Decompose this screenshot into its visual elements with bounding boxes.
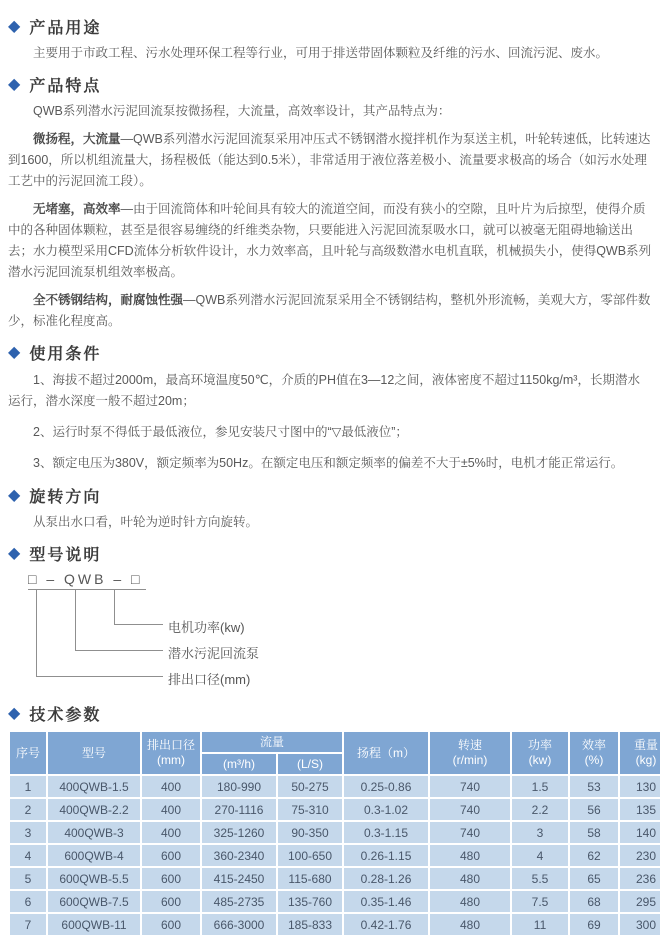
section-head-features — [8, 73, 652, 96]
feature-rest: —由于回流筒体和叶轮间具有较大的流道空间，而没有狭小的空隙，且叶片为后掠型，使得介质中的各种固体颗粒，甚至是很容易缠绕的纤维类杂物，只要能进入污泥回流泵吸水口，就可以被毫无阻碍地输送出去；水力模型采用CFD流体分析软件设计，水力效率高，且叶轮与高级数潜水电机直联，机械损失小，使得QWB系列潜水污泥回流泵机组效率极高。 — [8, 202, 652, 279]
col-header-efficiency — [570, 732, 618, 774]
table-cell: 0.25-0.86 — [344, 776, 428, 797]
col-header-speed-unit: (r/min) — [452, 753, 488, 767]
section-head-conditions — [8, 341, 652, 364]
table-row — [10, 891, 660, 912]
col-header-head: 扬程（m） — [344, 732, 428, 774]
table-row — [10, 776, 660, 797]
diamond-icon: ◆ — [8, 343, 21, 361]
table-cell: 325-1260 — [202, 822, 276, 843]
table-cell: 180-990 — [202, 776, 276, 797]
table-cell: 400QWB-1.5 — [48, 776, 140, 797]
condition-item: 2、运行时泵不得低于最低液位，参见安装尺寸图中的“▽最低液位”； — [33, 425, 408, 439]
table-cell: 62 — [570, 845, 618, 866]
table-cell: 400QWB-2.2 — [48, 799, 140, 820]
table-cell: 360-2340 — [202, 845, 276, 866]
table-cell: 2.2 — [512, 799, 568, 820]
table-cell: 600QWB-5.5 — [48, 868, 140, 889]
col-header-no: 序号 — [10, 732, 46, 774]
table-cell: 666-3000 — [202, 914, 276, 935]
connector-line — [114, 590, 115, 624]
section-title-rotation: 旋转方向 — [29, 489, 102, 506]
connector-line — [36, 676, 163, 677]
table-cell: 1 — [10, 776, 46, 797]
table-cell: 740 — [430, 776, 510, 797]
table-cell: 11 — [512, 914, 568, 935]
feature-lead: 全不锈钢结构，耐腐蚀性强 — [33, 293, 184, 307]
table-cell: 58 — [570, 822, 618, 843]
tech-table — [8, 730, 660, 937]
table-cell: 0.42-1.76 — [344, 914, 428, 935]
section-title-tech-params: 技术参数 — [29, 707, 102, 724]
table-cell: 600 — [142, 845, 200, 866]
table-cell: 65 — [570, 868, 618, 889]
table-cell: 53 — [570, 776, 618, 797]
table-cell: 485-2735 — [202, 891, 276, 912]
table-row — [10, 845, 660, 866]
section-head-rotation — [8, 484, 652, 507]
table-cell: 3 — [512, 822, 568, 843]
col-header-power — [512, 732, 568, 774]
col-header-outlet-label: 排出口径 — [146, 738, 195, 752]
connector-line — [114, 624, 163, 625]
table-cell: 400 — [142, 776, 200, 797]
section-head-tech-params — [8, 702, 652, 725]
col-header-weight — [620, 732, 660, 774]
table-cell: 480 — [430, 914, 510, 935]
connector-line — [75, 590, 76, 650]
table-cell: 50-275 — [278, 776, 342, 797]
diamond-icon: ◆ — [8, 704, 21, 722]
section-head-model — [8, 542, 652, 565]
table-cell: 400 — [142, 799, 200, 820]
table-cell: 600QWB-7.5 — [48, 891, 140, 912]
feature-lead: 微扬程，大流量 — [33, 132, 121, 146]
feature-item — [8, 290, 652, 332]
col-header-efficiency-unit: (%) — [584, 753, 604, 767]
table-cell: 0.35-1.46 — [344, 891, 428, 912]
feature-rest: —QWB系列潜水污泥回流泵采用全不锈钢结构，整机外形流畅，美观大方，零部件数少，标准化程度高。 — [8, 293, 651, 328]
feature-rest: —QWB系列潜水污泥回流泵采用冲压式不锈钢潜水搅拌机作为泵送主机，叶轮转速低，比转速达到1600，所以机组流量大，扬程极低（能达到0.5米），非常适用于液位落差极小、流量要求极高的场合（如污水处理工艺中的污泥回流工段）。 — [8, 132, 651, 188]
col-header-weight-unit: (kg) — [635, 753, 657, 767]
table-cell: 270-1116 — [202, 799, 276, 820]
table-cell: 4 — [512, 845, 568, 866]
diamond-icon: ◆ — [8, 544, 21, 562]
product-use-body: 主要用于市政工程、污水处理环保工程等行业，可用于排送带固体颗粒及纤维的污水、回流污泥、废水。 — [33, 46, 609, 60]
model-code: □ – QWB – □ — [28, 571, 146, 590]
table-cell: 3 — [10, 822, 46, 843]
col-header-outlet — [142, 732, 200, 774]
tech-table-body — [10, 776, 660, 935]
table-cell: 2 — [10, 799, 46, 820]
table-cell: 75-310 — [278, 799, 342, 820]
table-cell: 0.28-1.26 — [344, 868, 428, 889]
feature-lead: 无堵塞，高效率 — [33, 202, 121, 216]
diamond-icon: ◆ — [8, 75, 21, 93]
table-cell: 480 — [430, 891, 510, 912]
col-header-flow: 流量 — [202, 732, 342, 752]
col-header-model: 型号 — [48, 732, 140, 774]
connector-line — [75, 650, 163, 651]
table-cell: 480 — [430, 845, 510, 866]
table-cell: 69 — [570, 914, 618, 935]
table-cell: 0.26-1.15 — [344, 845, 428, 866]
col-header-power-label: 功率 — [528, 738, 553, 752]
table-cell: 135-760 — [278, 891, 342, 912]
table-cell: 140 — [620, 822, 660, 843]
col-header-speed-label: 转速 — [458, 738, 483, 752]
table-cell: 115-680 — [278, 868, 342, 889]
table-cell: 130 — [620, 776, 660, 797]
table-row — [10, 868, 660, 889]
section-title-model: 型号说明 — [29, 547, 102, 564]
condition-item: 3、额定电压为380V，额定频率为50Hz。在额定电压和额定频率的偏差不大于±5%时，电机才能正常运行。 — [33, 456, 624, 470]
col-header-flow-ls: (L/S) — [278, 754, 342, 774]
table-cell: 7.5 — [512, 891, 568, 912]
table-row — [10, 799, 660, 820]
table-cell: 300 — [620, 914, 660, 935]
diamond-icon: ◆ — [8, 486, 21, 504]
section-head-product-use — [8, 15, 652, 38]
table-cell: 740 — [430, 799, 510, 820]
table-cell: 480 — [430, 868, 510, 889]
table-cell: 5 — [10, 868, 46, 889]
table-cell: 6 — [10, 891, 46, 912]
table-cell: 1.5 — [512, 776, 568, 797]
table-cell: 236 — [620, 868, 660, 889]
col-header-power-unit: (kw) — [528, 753, 552, 767]
table-cell: 230 — [620, 845, 660, 866]
connector-line — [36, 590, 37, 676]
table-cell: 400QWB-3 — [48, 822, 140, 843]
model-diagram — [8, 571, 652, 693]
model-label-power: 电机功率(kw) — [168, 620, 245, 635]
col-header-efficiency-label: 效率 — [582, 738, 607, 752]
table-cell: 4 — [10, 845, 46, 866]
table-cell: 600 — [142, 868, 200, 889]
table-cell: 0.3-1.02 — [344, 799, 428, 820]
table-cell: 56 — [570, 799, 618, 820]
col-header-outlet-unit: (mm) — [157, 753, 185, 767]
table-cell: 740 — [430, 822, 510, 843]
model-label-outlet: 排出口径(mm) — [168, 672, 251, 687]
section-title-product-use: 产品用途 — [29, 20, 102, 37]
table-cell: 600 — [142, 891, 200, 912]
table-row — [10, 822, 660, 843]
section-title-features: 产品特点 — [29, 78, 102, 95]
table-cell: 415-2450 — [202, 868, 276, 889]
table-cell: 600QWB-11 — [48, 914, 140, 935]
table-cell: 100-650 — [278, 845, 342, 866]
col-header-weight-label: 重量 — [634, 738, 659, 752]
table-cell: 185-833 — [278, 914, 342, 935]
table-cell: 5.5 — [512, 868, 568, 889]
table-cell: 7 — [10, 914, 46, 935]
col-header-flow-m3h: (m³/h) — [202, 754, 276, 774]
table-cell: 600QWB-4 — [48, 845, 140, 866]
features-intro: QWB系列潜水污泥回流泵按微扬程，大流量，高效率设计，其产品特点为： — [33, 104, 451, 118]
feature-item — [8, 199, 652, 283]
diamond-icon: ◆ — [8, 17, 21, 35]
rotation-body: 从泵出水口看，叶轮为逆时针方向旋转。 — [33, 515, 259, 529]
table-row — [10, 914, 660, 935]
table-cell: 90-350 — [278, 822, 342, 843]
table-cell: 400 — [142, 822, 200, 843]
table-cell: 0.3-1.15 — [344, 822, 428, 843]
model-label-pump: 潜水污泥回流泵 — [168, 646, 260, 661]
table-cell: 600 — [142, 914, 200, 935]
table-cell: 68 — [570, 891, 618, 912]
table-cell: 295 — [620, 891, 660, 912]
col-header-speed — [430, 732, 510, 774]
feature-item — [8, 129, 652, 192]
condition-item: 1、海拔不超过2000m，最高环境温度50℃，介质的PH值在3—12之间，液体密度不超过1150kg/m³，长期潜水运行，潜水深度一般不超过20m； — [8, 373, 640, 408]
table-cell: 135 — [620, 799, 660, 820]
section-title-conditions: 使用条件 — [29, 346, 102, 363]
